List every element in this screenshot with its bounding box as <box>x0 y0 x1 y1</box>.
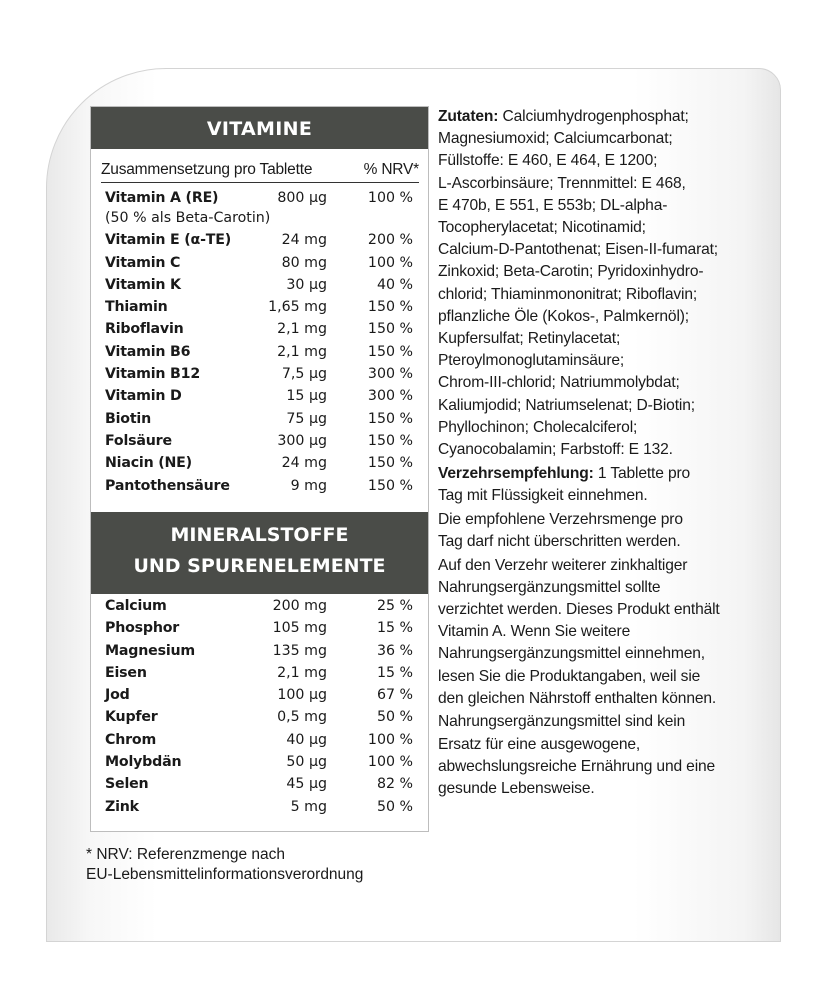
table-row <box>105 640 413 662</box>
table-row <box>105 430 413 452</box>
text-line: Nahrungsergänzungsmittel sind kein <box>438 713 686 731</box>
table-row <box>105 385 413 407</box>
text-line: abwechslungsreiche Ernährung und eine <box>438 757 716 775</box>
nutrient-amount: 40 µg <box>286 731 327 748</box>
table-row <box>105 408 413 430</box>
footnote-line2: EU-Lebensmittelinformationsverordnung <box>86 866 364 883</box>
nutrient-nrv: 300 % <box>367 366 413 383</box>
nutrient-amount: 135 mg <box>272 642 327 659</box>
nutrient-name: Calcium <box>105 598 167 614</box>
table-row <box>105 296 413 318</box>
nutrient-nrv: 15 % <box>376 620 413 637</box>
nutrient-amount: 80 mg <box>281 254 327 271</box>
nutrient-nrv: 150 % <box>367 299 413 316</box>
nutrient-nrv: 50 % <box>376 709 413 726</box>
nutrient-nrv: 150 % <box>367 410 413 427</box>
section-label: Zutaten: <box>438 108 499 125</box>
table-row <box>105 318 413 340</box>
nutrient-amount: 30 µg <box>286 276 327 293</box>
text-line: Vitamin A. Wenn Sie weitere <box>438 623 631 641</box>
nutrient-amount: 105 mg <box>272 620 327 637</box>
nutrient-nrv: 100 % <box>367 190 413 206</box>
nutrient-name: Phosphor <box>105 620 180 637</box>
text-line: Tocopherylacetat; Nicotinamid; <box>438 219 646 237</box>
nutrient-name: Vitamin E (α-TE) <box>105 232 232 249</box>
nutrient-name: Jod <box>105 687 130 704</box>
warning-zinc <box>438 555 778 710</box>
nutrient-name: Kupfer <box>105 709 158 726</box>
nutrient-nrv: 50 % <box>376 798 413 815</box>
nutrient-note: (50 % als Beta-Carotin) <box>105 210 271 227</box>
text-line: Chrom-III-chlorid; Natriummolybdat; <box>438 374 680 392</box>
header-nrv: % NRV* <box>363 161 419 178</box>
verzehr-paragraph <box>438 463 778 507</box>
nutrient-nrv: 82 % <box>376 776 413 793</box>
nutrient-amount: 24 mg <box>281 455 327 472</box>
nutrient-nrv: 150 % <box>367 343 413 360</box>
text-line: chlorid; Thiaminmononitrat; Riboflavin; <box>438 285 698 303</box>
nutrient-name: Magnesium <box>105 642 195 659</box>
nutrient-amount: 100 µg <box>277 687 327 704</box>
nutrient-amount: 1,65 mg <box>268 299 327 316</box>
nutrient-nrv: 300 % <box>367 388 413 405</box>
text-line: Kupfersulfat; Retinylacetat; <box>438 330 621 348</box>
text-line: Calciumhydrogenphosphat; <box>498 108 689 125</box>
nutrient-amount: 800 µg <box>277 190 327 206</box>
nutrient-name: Vitamin K <box>105 276 181 293</box>
footnote <box>86 845 426 885</box>
text-line: lesen Sie die Produktangaben, weil sie <box>438 667 701 685</box>
table-row <box>105 662 413 684</box>
text-line: den gleichen Nährstoff enthalten können. <box>438 689 717 707</box>
header-composition: Zusammensetzung pro Tablette <box>101 161 313 178</box>
nutrient-name: Thiamin <box>105 299 168 316</box>
nutrient-nrv: 100 % <box>367 254 413 271</box>
text-line: Tag mit Flüssigkeit einnehmen. <box>438 486 648 504</box>
nutrient-amount: 7,5 µg <box>281 366 327 383</box>
nutrient-amount: 9 mg <box>290 477 327 494</box>
text-line: Füllstoffe: E 460, E 464, E 1200; <box>438 152 658 170</box>
table-row <box>105 706 413 728</box>
text-line: Nahrungsergänzungsmittel einnehmen, <box>438 645 705 663</box>
nutrient-name: Molybdän <box>105 754 182 771</box>
section-label: Verzehrsempfehlung: <box>438 464 594 482</box>
nutrition-table <box>90 106 429 832</box>
text-line: L-Ascorbinsäure; Trennmittel: E 468, <box>438 174 686 192</box>
text-line: Zinkoxid; Beta-Carotin; Pyridoxinhydro- <box>438 263 704 281</box>
table-row <box>105 796 413 818</box>
table-row <box>105 475 413 497</box>
table-row <box>105 187 413 209</box>
nutrient-amount: 2,1 mg <box>277 343 327 360</box>
table-row <box>105 341 413 363</box>
text-line: Phyllochinon; Cholecalciferol; <box>438 418 638 436</box>
footnote-line1: * NRV: Referenzmenge nach <box>86 846 286 863</box>
table-row <box>105 617 413 639</box>
text-line: Kaliumjodid; Natriumselenat; D-Biotin; <box>438 396 695 414</box>
nutrient-name: Vitamin A (RE) <box>105 190 219 206</box>
nutrient-name: Selen <box>105 776 149 793</box>
nutrient-nrv: 100 % <box>367 731 413 748</box>
nutrient-amount: 15 µg <box>286 388 327 405</box>
nutrient-nrv: 36 % <box>376 642 413 659</box>
vitamin-rows <box>105 187 413 497</box>
nutrient-name: Vitamin B12 <box>105 366 200 383</box>
ingredients-text <box>438 106 778 802</box>
text-line: Ersatz für eine ausgewogene, <box>438 735 641 753</box>
nutrient-name: Pantothensäure <box>105 477 230 494</box>
table-row <box>105 252 413 274</box>
nutrient-amount: 200 mg <box>272 598 327 614</box>
nutrient-name: Vitamin B6 <box>105 343 191 360</box>
nutrient-name: Chrom <box>105 731 157 748</box>
nutrient-nrv: 100 % <box>367 754 413 771</box>
nutrient-nrv: 25 % <box>376 598 413 614</box>
nutrient-amount: 50 µg <box>286 754 327 771</box>
nutrient-nrv: 150 % <box>367 432 413 449</box>
minerals-heading <box>91 512 428 594</box>
table-row <box>105 751 413 773</box>
text-line: Die empfohlene Verzehrsmenge pro <box>438 510 683 528</box>
nutrient-amount: 2,1 mg <box>277 664 327 681</box>
nutrient-name: Zink <box>105 798 139 815</box>
nutrient-name: Biotin <box>105 410 151 427</box>
nutrient-amount: 2,1 mg <box>277 321 327 338</box>
text-line: Magnesiumoxid; Calciumcarbonat; <box>438 130 673 148</box>
table-row <box>105 773 413 795</box>
text-line: Cyanocobalamin; Farbstoff: E 132. <box>438 441 673 459</box>
text-line: pflanzliche Öle (Kokos-, Palmkernöl); <box>438 307 689 325</box>
table-row <box>105 684 413 706</box>
zutaten-paragraph <box>438 106 778 461</box>
table-row <box>105 363 413 385</box>
table-row <box>105 452 413 474</box>
table-row <box>105 229 413 251</box>
nutrient-name: Vitamin D <box>105 388 182 405</box>
nutrient-nrv: 15 % <box>376 664 413 681</box>
nutrient-nrv: 40 % <box>376 276 413 293</box>
text-line: Pteroylmonoglutaminsäure; <box>438 352 625 370</box>
warning-diet <box>438 711 778 800</box>
nutrient-nrv: 200 % <box>367 232 413 249</box>
text-line: Tag darf nicht überschritten werden. <box>438 532 681 550</box>
nutrient-amount: 24 mg <box>281 232 327 249</box>
minerals-heading-line1: MINERALSTOFFE <box>170 524 349 546</box>
text-line: E 470b, E 551, E 553b; DL-alpha- <box>438 196 668 214</box>
table-header <box>101 161 419 183</box>
nutrient-nrv: 150 % <box>367 455 413 472</box>
text-line: verzichtet werden. Dieses Produkt enthält <box>438 600 720 618</box>
minerals-heading-line2: UND SPURENELEMENTE <box>133 555 386 577</box>
table-row <box>105 729 413 751</box>
table-row <box>105 274 413 296</box>
nutrient-name: Eisen <box>105 664 147 681</box>
text-line: Calcium-D-Pantothenat; Eisen-II-fumarat; <box>438 241 718 259</box>
text-line: 1 Tablette pro <box>593 464 691 482</box>
warning-max-dose <box>438 509 778 553</box>
nutrient-amount: 75 µg <box>286 410 327 427</box>
nutrient-name: Niacin (NE) <box>105 455 192 472</box>
nutrient-amount: 0,5 mg <box>277 709 327 726</box>
nutrient-nrv: 150 % <box>367 477 413 494</box>
nutrient-amount: 45 µg <box>286 776 327 793</box>
vitamine-heading: VITAMINE <box>91 107 428 149</box>
text-line: gesunde Lebensweise. <box>438 780 595 798</box>
nutrient-amount: 300 µg <box>277 432 327 449</box>
nutrient-nrv: 67 % <box>376 687 413 704</box>
nutrient-nrv: 150 % <box>367 321 413 338</box>
nutrient-name: Folsäure <box>105 432 172 449</box>
nutrient-name: Vitamin C <box>105 254 181 271</box>
text-line: Auf den Verzehr weiterer zinkhaltiger <box>438 556 688 574</box>
table-row <box>105 595 413 617</box>
nutrient-name: Riboflavin <box>105 321 184 338</box>
mineral-rows <box>105 595 413 818</box>
text-line: Nahrungsergänzungsmittel sollte <box>438 578 661 596</box>
nutrient-amount: 5 mg <box>290 798 327 815</box>
